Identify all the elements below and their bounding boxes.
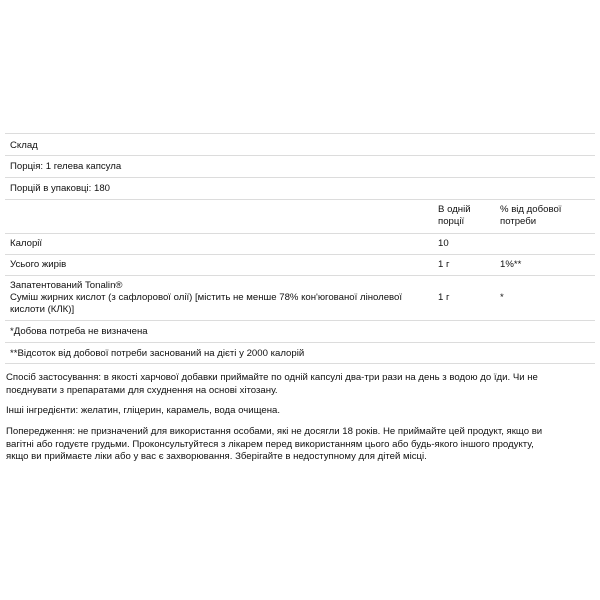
table-row-calories <box>5 233 595 254</box>
usage-paragraph <box>6 372 594 397</box>
usage-line-2: поєднувати з препаратами для схуднення на основі хітозану. <box>6 384 278 396</box>
amount-column-header-line-2: порції <box>438 216 465 227</box>
nutrient-amount: 10 <box>438 238 449 249</box>
warning-line-3: якщо ви приймаєте ліки або у вас є захворювання. Зберігайте в недоступному для дітей місці. <box>6 451 427 462</box>
table-row-servings-per-container <box>5 177 595 199</box>
tonalin-name-line-3: кислоти (КЛК)] <box>10 304 75 315</box>
nutrient-name: Усього жирів <box>10 259 67 270</box>
ingredients-paragraph <box>6 405 594 418</box>
warning-line-1: Попередження: не призначений для використання особами, які не досягли 18 років. Не приймайте цей продукт, якщо ви <box>6 426 543 437</box>
table-row-footnote-2 <box>5 342 595 364</box>
servings-per-container: Порцій в упаковці: 180 <box>10 183 111 194</box>
warning-paragraph <box>6 426 594 464</box>
tonalin-amount: 1 г <box>438 292 450 303</box>
tonalin-dv: * <box>500 292 504 303</box>
warning-line-2: вагітні або годуєте грудьми. Проконсультуйтеся з лікарем перед використанням цього або будь-якого іншого продукту, <box>6 438 534 450</box>
table-row-footnote-1 <box>5 320 595 342</box>
nutrient-amount: 1 г <box>438 259 450 270</box>
tonalin-name-line-2: Суміш жирних кислот (з сафлорової олії) [містить не менше 78% кон'югованої лінолевої <box>10 292 403 303</box>
ingredients-text: Інші інгредієнти: желатин, гліцерин, карамель, вода очищена. <box>6 405 281 416</box>
dv-column-header-line-1: % від добової <box>500 204 562 215</box>
nutrient-dv: 1%** <box>500 259 522 270</box>
serving-size: Порція: 1 гелева капсула <box>10 161 122 172</box>
footnote-dv-basis: **Відсоток від добової потреби заснований на дієті у 2000 калорій <box>10 348 305 359</box>
table-row-title <box>5 133 595 155</box>
tonalin-name-line-1: Запатентований Tonalin® <box>10 280 123 291</box>
amount-column-header-line-1: В одній <box>438 204 471 215</box>
table-row-total-fat <box>5 254 595 275</box>
table-row-serving <box>5 155 595 177</box>
nutrient-name: Калорії <box>10 238 43 249</box>
footnote-dv-not-established: *Добова потреба не визначена <box>10 326 148 337</box>
table-header-row <box>5 199 595 233</box>
dv-column-header-line-2: потреби <box>500 216 537 227</box>
usage-line-1: Спосіб застосування: в якості харчової добавки приймайте по одній капсулі два-три рази на день з водою до їди. Чи не <box>6 372 538 383</box>
table-row-tonalin <box>5 275 595 320</box>
composition-title: Склад <box>10 140 38 151</box>
